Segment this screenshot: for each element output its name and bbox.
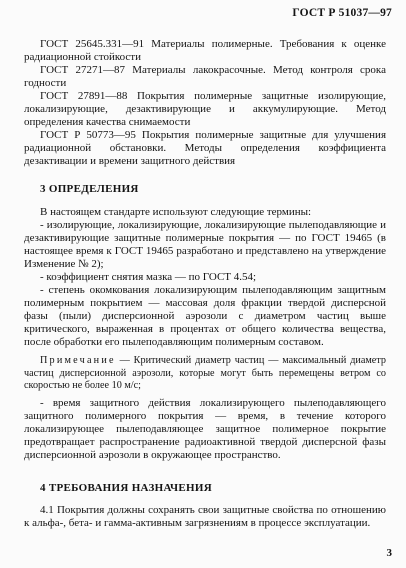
definitions-intro: В настоящем стандарте используют следующие термины: [40,206,312,218]
page-number: 3 [386,547,392,559]
definitions-block [24,206,386,462]
definition-term: - степень окомкования локализирующим пылеподавляющим защитным полимерным покрытием — массовая доля фракции твердой дисперсной фазы (пыли) дисперсионной аэрозоли с диаметром частиц выше критического, выраженная в процентах от общего количества вещества, после обработки его пылеподавляющим полимерным составом. [24,284,386,348]
definition-term: - коэффициент снятия мазка — по ГОСТ 4.54; [40,271,257,283]
definition-term: - время защитного действия локализирующего пылеподавляющего защитного полимерного покрытия — время, в течение которого локализирующее пылеподавляющее защитное полимерное покрытие предотвращает распространение радиоактивной твердой дисперсной фазы дисперсионной аэрозоли в окружающее пространство. [24,396,386,461]
references-block [24,38,386,168]
reference-item: ГОСТ 27271—87 Материалы лакокрасочные. Метод контроля срока годности [24,64,386,89]
section-3-heading: 3 ОПРЕДЕЛЕНИЯ [40,183,139,195]
note-label: Примечание [40,355,116,366]
reference-item: ГОСТ 27891—88 Покрытия полимерные защитные изолирующие, локализирующие, дезактивирующие и аккумулирующие. Метод определения качества снимаемости [24,90,386,128]
requirements-block [24,504,386,530]
reference-item: ГОСТ 25645.331—91 Материалы полимерные. Требования к оценке радиационной стойкости [24,38,386,63]
definition-note [24,355,386,393]
definition-term: - изолирующие, локализирующие, локализирующие пылеподавляющие и дезактивирующие защитные полимерные покрытия — по ГОСТ 19465 (в настоящее время к ГОСТ 19465 разработано и представлено на утверждение Изменение № 2); [24,219,386,270]
reference-item: ГОСТ Р 50773—95 Покрытия полимерные защитные для улучшения радиационной обстановки. Методы определения коэффициента дезактивации и времени защитного действия [24,129,386,167]
document-header: ГОСТ Р 51037—97 [292,7,392,19]
section-4-heading: 4 ТРЕБОВАНИЯ НАЗНАЧЕНИЯ [40,482,213,494]
note-text: — Критический диаметр частиц — максимальный диаметр частиц дисперсионной аэрозоли, которые могут быть перемещены ветром со скоростью не более 10 м/с; [24,355,386,391]
requirement-4-1: 4.1 Покрытия должны сохранять свои защитные свойства по отношению к альфа-, бета- и гамма-активным загрязнениям в процессе эксплуатации. [24,504,386,529]
